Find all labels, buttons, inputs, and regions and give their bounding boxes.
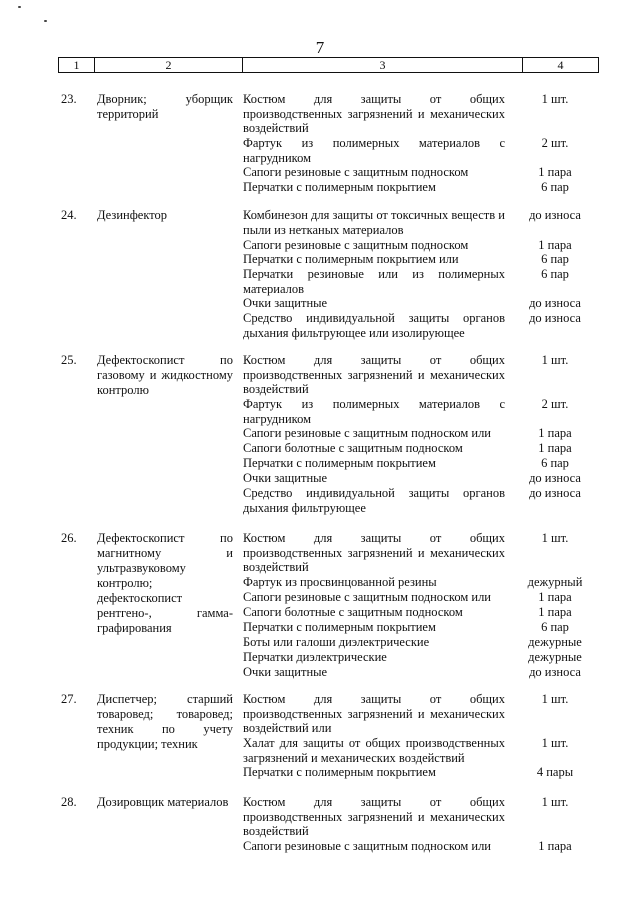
ppe-item-quantity: до износа <box>529 471 581 485</box>
ppe-item-quantity: 1 пара <box>538 590 572 604</box>
ppe-item-name: Перчатки с полимерным покрытием <box>243 180 436 194</box>
ppe-item-name: Костюм для защиты от общих производственных загрязнений и механических воздействий <box>243 531 505 575</box>
ppe-item-name: Перчатки с полимерным покрытием <box>243 765 436 779</box>
ppe-item-name: Сапоги резиновые с защитным подноском или <box>243 426 491 440</box>
row-number: 27. <box>61 692 77 706</box>
ppe-item-quantity: 6 пар <box>541 620 569 634</box>
ppe-item-name: Очки защитные <box>243 296 328 310</box>
ppe-item-quantity: 1 шт. <box>541 795 569 809</box>
profession-name: Дозировщик материалов <box>97 795 229 809</box>
ppe-item-quantity: 2 шт. <box>541 136 569 150</box>
ppe-item-name: Очки защитные <box>243 665 328 679</box>
profession-name: Диспетчер; старший товаровед; товаровед; техник по учету продукции; техник <box>97 692 233 751</box>
ppe-item-quantity: 1 шт. <box>541 353 569 367</box>
ppe-item-name: Средство индивидуальной защиты органов дыхания фильтрующее <box>243 486 505 515</box>
ppe-item-quantity: 1 пара <box>538 238 572 252</box>
ppe-item-quantity: 1 пара <box>538 839 572 853</box>
ppe-item-quantity: 1 шт. <box>541 92 569 106</box>
ppe-item-name: Фартук из полимерных материалов с нагрудником <box>243 397 505 426</box>
ppe-item-quantity: 1 шт. <box>541 736 569 750</box>
ppe-item-quantity: 1 шт. <box>541 692 569 706</box>
ppe-item-quantity: до износа <box>529 208 581 222</box>
ppe-item-quantity: до износа <box>529 296 581 310</box>
ppe-item-name: Перчатки с полимерным покрытием <box>243 456 436 470</box>
ppe-item-name: Сапоги резиновые с защитным подноском или <box>243 590 491 604</box>
ppe-item-name: Перчатки с полимерным покрытием или <box>243 252 459 266</box>
ppe-item-name: Сапоги резиновые с защитным подноском или <box>243 839 491 853</box>
page-number: 7 <box>315 38 325 57</box>
row-number: 23. <box>61 92 77 106</box>
ppe-item-quantity: 1 шт. <box>541 531 569 545</box>
ppe-item-quantity: до износа <box>529 486 581 500</box>
ppe-item-quantity: 1 пара <box>538 441 572 455</box>
ppe-item-name: Сапоги резиновые с защитным подноском <box>243 238 469 252</box>
ppe-item-quantity: 4 пары <box>536 765 574 779</box>
ppe-item-quantity: дежурные <box>528 635 582 649</box>
ppe-item-name: Боты или галоши диэлектрические <box>243 635 430 649</box>
ppe-item-quantity: 6 пар <box>541 252 569 266</box>
ppe-item-name: Перчатки диэлектрические <box>243 650 387 664</box>
ppe-item-name: Костюм для защиты от общих производственных загрязнений и механических воздействий <box>243 92 505 136</box>
ppe-item-name: Костюм для защиты от общих производственных загрязнений и механических воздействий или <box>243 692 505 736</box>
ppe-item-quantity: 1 пара <box>538 165 572 179</box>
profession-name: Дворник; уборщик территорий <box>97 92 233 121</box>
row-number: 28. <box>61 795 77 809</box>
profession-name: Дефектоскопист по магнитному и ультразвуковому контролю; дефектоскопист рентгено-, гамма-графирования <box>97 531 233 635</box>
ppe-item-name: Фартук из полимерных материалов с нагрудником <box>243 136 505 165</box>
ppe-item-quantity: 2 шт. <box>541 397 569 411</box>
ppe-item-name: Сапоги болотные с защитным подноском <box>243 605 463 619</box>
ppe-item-name: Средство индивидуальной защиты органов дыхания фильтрующее или изолирующее <box>243 311 505 340</box>
ppe-item-name: Очки защитные <box>243 471 328 485</box>
column-header-4: 4 <box>523 58 599 73</box>
ppe-item-name: Перчатки резиновые или из полимерных материалов <box>243 267 505 296</box>
row-number: 24. <box>61 208 77 222</box>
ppe-item-quantity: до износа <box>529 311 581 325</box>
column-header-3: 3 <box>243 58 523 73</box>
ppe-item-quantity: 6 пар <box>541 456 569 470</box>
ppe-item-name: Сапоги резиновые с защитным подноском <box>243 165 469 179</box>
ppe-item-name: Комбинезон для защиты от токсичных веществ и пыли из нетканых материалов <box>243 208 505 237</box>
ppe-item-quantity: до износа <box>529 665 581 679</box>
profession-name: Дезинфектор <box>97 208 168 222</box>
ppe-item-quantity: 1 пара <box>538 605 572 619</box>
ppe-item-quantity: дежурный <box>527 575 583 589</box>
row-number: 26. <box>61 531 77 545</box>
ppe-item-quantity: 6 пар <box>541 180 569 194</box>
ppe-item-quantity: дежурные <box>528 650 582 664</box>
ppe-item-name: Сапоги болотные с защитным подноском <box>243 441 463 455</box>
ppe-item-name: Перчатки с полимерным покрытием <box>243 620 436 634</box>
ppe-item-name: Фартук из просвинцованной резины <box>243 575 437 589</box>
ppe-item-name: Костюм для защиты от общих производственных загрязнений и механических воздействий <box>243 353 505 397</box>
row-number: 25. <box>61 353 77 367</box>
column-header-2: 2 <box>95 58 243 73</box>
column-header-1: 1 <box>59 58 95 73</box>
ppe-item-quantity: 6 пар <box>541 267 569 281</box>
ppe-item-name: Костюм для защиты от общих производственных загрязнений и механических воздействий <box>243 795 505 839</box>
profession-name: Дефектоскопист по газовому и жидкостному контролю <box>97 353 233 397</box>
ppe-item-quantity: 1 пара <box>538 426 572 440</box>
ppe-item-name: Халат для защиты от общих производственных загрязнений и механических воздействий <box>243 736 505 765</box>
